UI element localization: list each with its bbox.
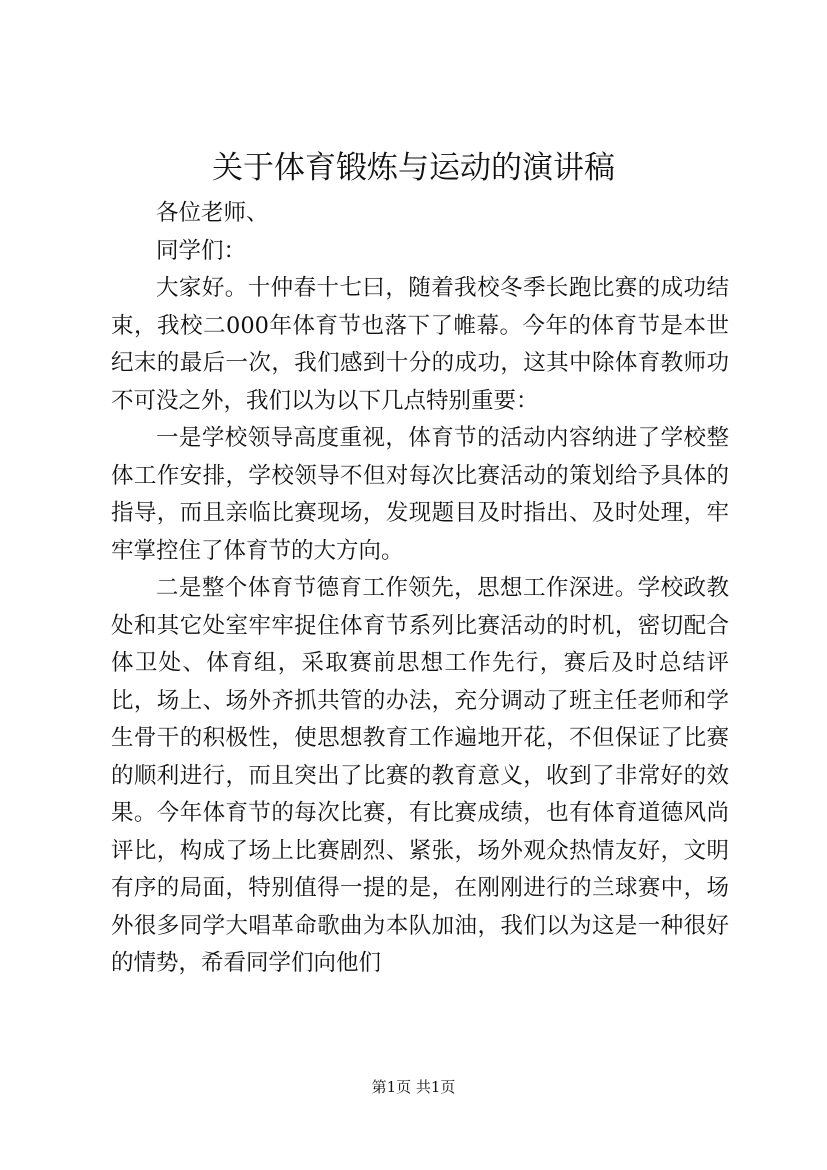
body-paragraph: 二是整个体育节德育工作领先，思想工作深进。学校政教处和其它处室牢牢捉住体育节系列比赛活动的时机，密切配合体卫处、体育组，采取赛前思想工作先行，赛后及时总结评比，场上、场外齐抓共管的办法，充分调动了班主任老师和学生骨干的积极性，使思想教育工作遍地开花，不但保证了比赛的顺利进行，而且突出了比赛的教育意义，收到了非常好的效果。今年体育节的每次比赛，有比赛成绩，也有体育道德风尚评比，构成了场上比赛剧烈、紧张，场外观众热情友好，文明有序的局面，特别值得一提的是，在刚刚进行的兰球赛中，场外很多同学大唱革命歌曲为本队加油，我们以为这是一种很好的情势，希看同学们向他们	[111, 575, 729, 976]
page-footer: 第1页 共1页	[371, 1078, 456, 1096]
body-paragraph: 大家好。十仲春十七曰，随着我校冬季长跑比赛的成功结束，我校二000年体育节也落下了帷幕。今年的体育节是本世纪末的最后一次，我们感到十分的成功，这其中除体育教师功不可没之外，我们以为以下几点特别重要：	[111, 275, 729, 414]
document-body	[111, 195, 729, 983]
salutation-line: 各位老师、	[156, 200, 269, 226]
document-title: 关于体育锻炼与运动的演讲稿	[212, 150, 615, 186]
body-paragraph: 一是学校领导高度重视，体育节的活动内容纳进了学校整体工作安排，学校领导不但对每次比赛活动的策划给予具体的指导，而且亲临比赛现场，发现题目及时指出、及时处理，牢牢掌控住了体育节的大方向。	[111, 425, 729, 564]
salutation-line: 同学们：	[156, 237, 247, 264]
